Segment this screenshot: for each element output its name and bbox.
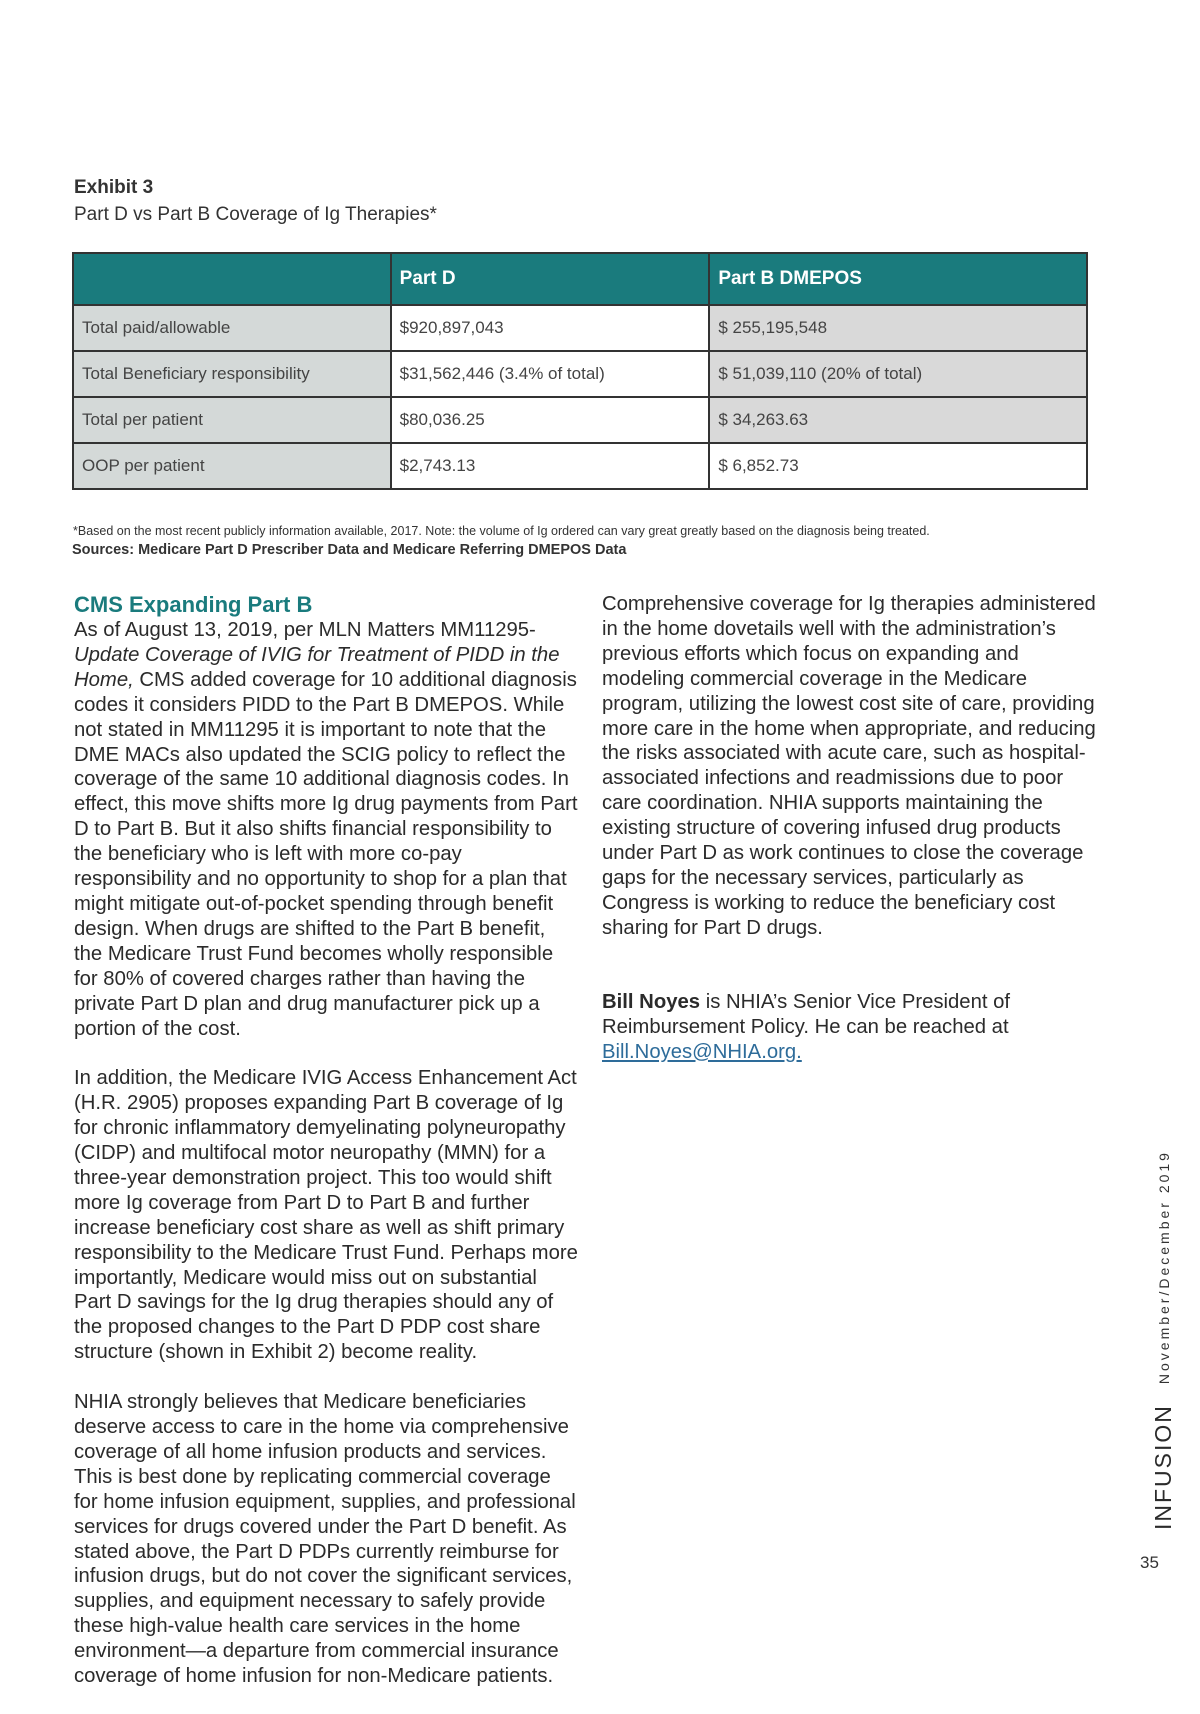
side-banner (1150, 1150, 1177, 1530)
paragraph-1 (74, 618, 579, 1041)
section-heading: CMS Expanding Part B (74, 592, 313, 617)
table-sources: Sources: Medicare Part D Prescriber Data and Medicare Referring DMEPOS Data (72, 542, 627, 558)
row-label: Total Beneficiary responsibility (73, 351, 391, 397)
paragraph-2: In addition, the Medicare IVIG Access Enhancement Act (H.R. 2905) proposes expanding Part B coverage of Ig for chronic inflammatory demyelinating polyneuropathy (CIDP) and multifocal motor neuropathy (MMN) for a three-year demonstration project. This too would shift more Ig coverage from Part D to Part B and further increase beneficiary cost share as well as shift primary responsibility to the Medicare Trust Fund. Perhaps more importantly, Medicare would miss out on substantial Part D savings for the Ig drug therapies should any of the proposed changes to the Part D PDP cost share structure (shown in Exhibit 2) become reality. (74, 1067, 578, 1364)
table-row (73, 305, 1087, 351)
part-b-value: $ 255,195,548 (709, 305, 1087, 351)
author-email-link[interactable]: Bill.Noyes@NHIA.org. (602, 1040, 802, 1063)
table-header-part-d: Part D (391, 253, 710, 305)
exhibit-header (74, 176, 1089, 228)
exhibit-title: Part D vs Part B Coverage of Ig Therapies* (74, 204, 437, 225)
part-b-value: $ 51,039,110 (20% of total) (709, 351, 1087, 397)
table-header-part-b: Part B DMEPOS (709, 253, 1087, 305)
article-column-right (602, 592, 1102, 1089)
part-d-value: $80,036.25 (391, 397, 710, 443)
magazine-logo: INFUSION (1150, 1404, 1176, 1530)
table-header-empty (73, 253, 391, 305)
paragraph-4: Comprehensive coverage for Ig therapies administered in the home dovetails well with the administration’s previous efforts which focus on expanding and modeling commercial coverage in the Medicare program, utilizing the lowest cost site of care, providing more care in the home when appropriate, and reducing the risks associated with acute care, such as hospital-associated infections and readmissions due to poor care coordination. NHIA supports maintaining the existing structure of covering infused drug products under Part D as work continues to close the coverage gaps for the necessary services, particularly as Congress is working to reduce the beneficiary cost sharing for Part D drugs. (602, 593, 1096, 939)
row-label: OOP per patient (73, 443, 391, 489)
table-row (73, 351, 1087, 397)
part-b-value: $ 34,263.63 (709, 397, 1087, 443)
issue-date: November/December 2019 (1155, 1150, 1172, 1385)
coverage-table (72, 252, 1088, 490)
author-name: Bill Noyes (602, 990, 701, 1013)
row-label: Total per patient (73, 397, 391, 443)
part-d-value: $2,743.13 (391, 443, 710, 489)
row-label: Total paid/allowable (73, 305, 391, 351)
part-d-value: $920,897,043 (391, 305, 710, 351)
table-footnote: *Based on the most recent publicly information available, 2017. Note: the volume of Ig ordered can vary great greatly based on the diagnosis being treated. (73, 524, 930, 538)
paragraph-3: NHIA strongly believes that Medicare beneficiaries deserve access to care in the home via comprehensive coverage of all home infusion products and services. This is best done by replicating commercial coverage for home infusion equipment, supplies, and professional services for drugs covered under the Part D benefit. As stated above, the Part D PDPs currently reimburse for infusion drugs, but do not cover the significant services, supplies, and equipment necessary to safely provide these high-value health care services in the home environment—a departure from commercial insurance coverage of home infusion for non-Medicare patients. (74, 1391, 576, 1688)
paragraph-1-start: As of August 13, 2019, per MLN Matters MM11295- (74, 619, 536, 641)
paragraph-1-rest: CMS added coverage for 10 additional diagnosis codes it considers PIDD to the Part B DMEPOS. While not stated in MM11295 it is important to note that the DME MACs also updated the SCIG policy to reflect the coverage of the same 10 additional diagnosis codes. In effect, this move shifts more Ig drug payments from Part D to Part B. But it also shifts financial responsibility to the beneficiary who is left with more co-pay responsibility and no opportunity to shop for a plan that might mitigate out-of-pocket spending through benefit design. When drugs are shifted to the Part B benefit, the Medicare Trust Fund becomes wholly responsible for 80% of covered charges rather than having the private Part D plan and drug manufacturer pick up a portion of the cost. (74, 668, 578, 1040)
page-number: 35 (1140, 1553, 1159, 1572)
paragraph-1-italic: Update Coverage of IVIG for Treatment of PIDD in the Home, (74, 643, 560, 691)
table-header-row (73, 253, 1087, 305)
exhibit-label: Exhibit 3 (74, 177, 154, 198)
part-b-value: $ 6,852.73 (709, 443, 1087, 489)
part-d-value: $31,562,446 (3.4% of total) (391, 351, 710, 397)
article-column-left (74, 592, 579, 1714)
author-bio-text: is NHIA’s Senior Vice President of Reimbursement Policy. He can be reached at (602, 990, 1011, 1038)
table-row (73, 397, 1087, 443)
author-bio (602, 990, 1102, 1065)
table-row (73, 443, 1087, 489)
